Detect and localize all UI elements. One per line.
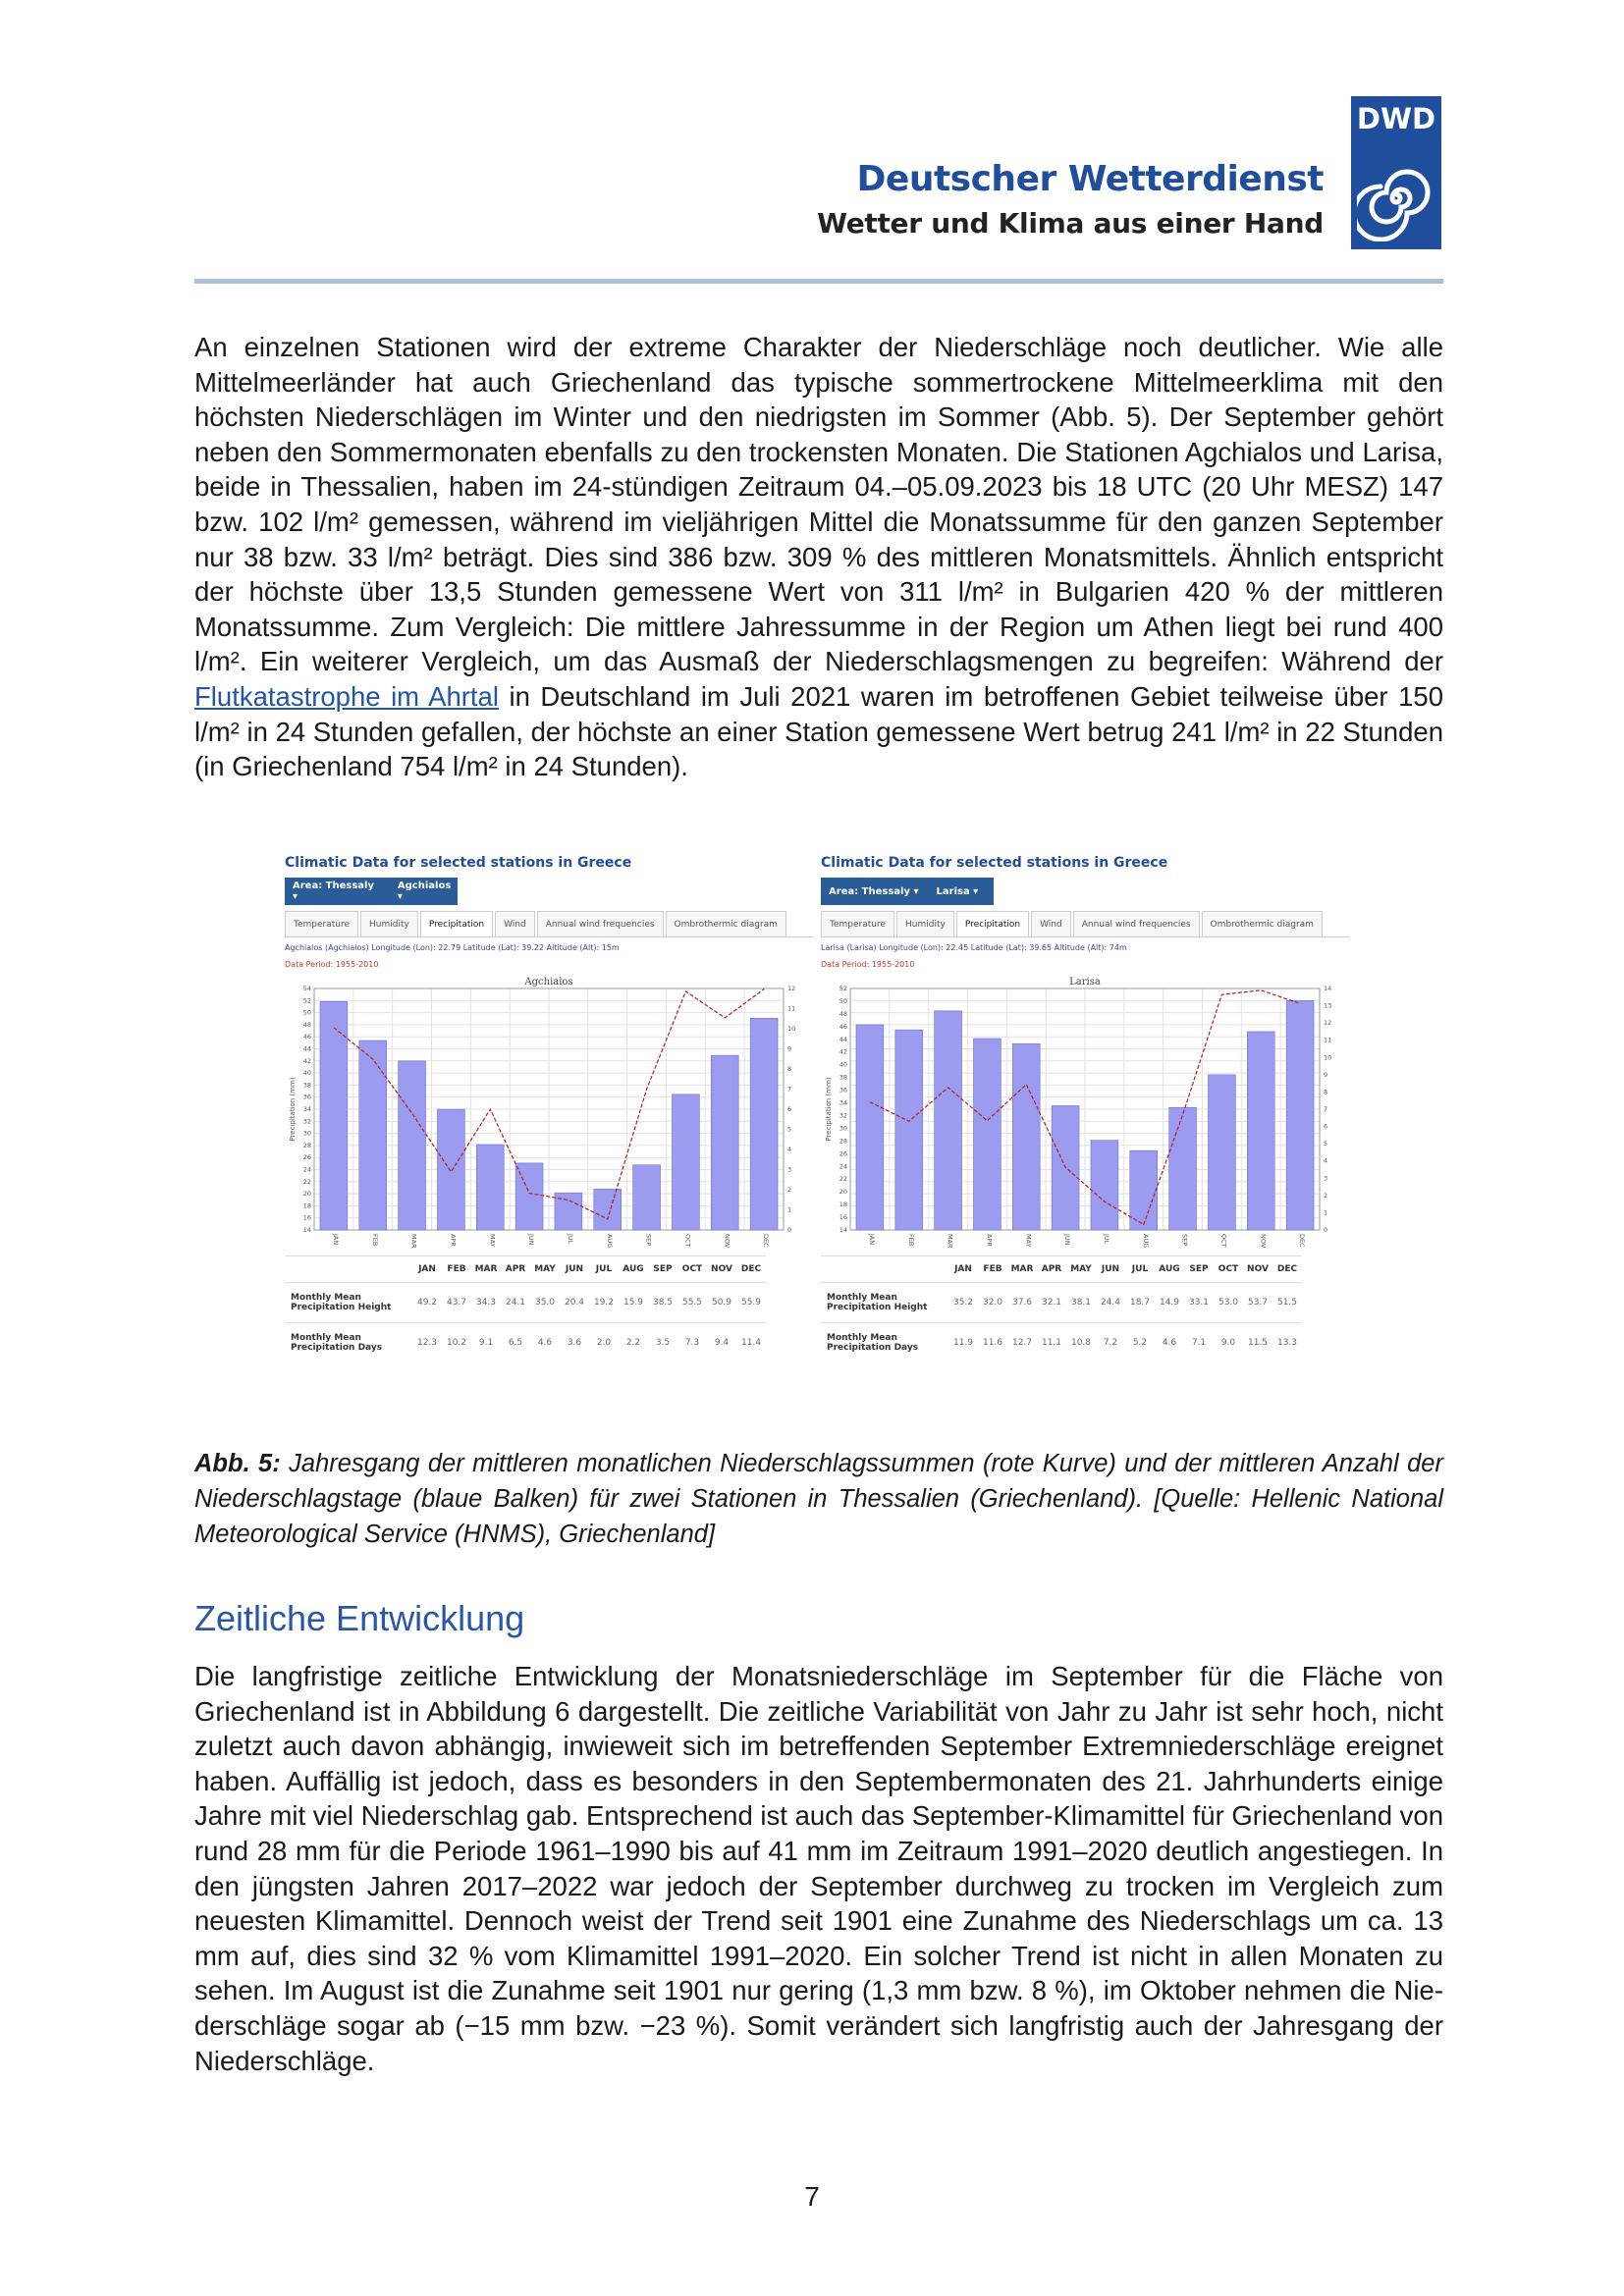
figure-title: Climatic Data for selected stations in Greece [285, 855, 632, 871]
y2-tick-label: 5 [787, 1125, 792, 1134]
table-cell: 3.5 [648, 1323, 677, 1363]
y-tick-label: 32 [302, 1117, 311, 1126]
tab-precipitation[interactable]: Precipitation [956, 911, 1029, 936]
chart-area [821, 973, 1349, 1255]
table-cell: 13.3 [1272, 1323, 1302, 1363]
table-cell: 9.4 [707, 1323, 736, 1363]
y-tick-label: 52 [302, 996, 311, 1005]
y2-tick-label: 10 [1324, 1053, 1332, 1062]
y-tick-label: 36 [302, 1093, 311, 1101]
month-header: MAY [1066, 1256, 1096, 1283]
y2-tick-label: 3 [787, 1165, 792, 1174]
y2-tick-label: 14 [1324, 985, 1332, 992]
y-tick-label: 28 [302, 1141, 311, 1149]
precipitation-chart [285, 973, 813, 1255]
table-cell: 5.2 [1125, 1323, 1155, 1363]
y2-tick-label: 9 [1324, 1070, 1328, 1079]
y-tick-label: 16 [839, 1213, 847, 1222]
month-header: JUL [1125, 1256, 1155, 1283]
station-select[interactable]: Larisa ▾ [936, 885, 979, 897]
table-row [821, 1283, 1302, 1323]
y-tick-label: 14 [302, 1226, 311, 1234]
table-cell: 50.9 [707, 1283, 736, 1323]
y-tick-label: 42 [302, 1056, 311, 1065]
x-tick-label: JUL [1102, 1234, 1110, 1245]
y-tick-label: 26 [302, 1153, 311, 1162]
y-tick-label: 54 [302, 985, 311, 992]
x-tick-label: FEB [906, 1234, 915, 1247]
month-header: NOV [707, 1256, 736, 1283]
x-tick-label: OCT [683, 1234, 692, 1248]
logo-text: DWD [1356, 102, 1436, 135]
x-tick-label: OCT [1219, 1234, 1228, 1248]
y-tick-label: 34 [302, 1105, 311, 1113]
precip-days-bar [437, 1109, 464, 1230]
precip-days-bar [1091, 1141, 1118, 1230]
y2-tick-label: 1 [1324, 1208, 1328, 1217]
month-header: DEC [1272, 1256, 1302, 1283]
table-cell: 11.1 [1037, 1323, 1066, 1363]
y-tick-label: 38 [302, 1081, 311, 1090]
table-cell: 38.1 [1066, 1283, 1096, 1323]
y-tick-label: 48 [839, 1009, 847, 1018]
dwd-logo [1351, 96, 1441, 249]
tab-wind[interactable]: Wind [495, 911, 535, 936]
brand-name: Deutscher Wetterdienst [856, 159, 1324, 199]
table-cell: 32.1 [1037, 1283, 1066, 1323]
station-select[interactable]: Agchialos ▾ [397, 881, 452, 902]
table-cell: 7.3 [677, 1323, 707, 1363]
table-cell: 53.0 [1214, 1283, 1243, 1323]
y-tick-label: 46 [302, 1033, 311, 1041]
x-tick-label: DEC [762, 1234, 771, 1248]
y-tick-label: 24 [839, 1162, 847, 1171]
y2-tick-label: 8 [1324, 1088, 1328, 1096]
chart-title: Agchialos [524, 977, 573, 988]
y2-tick-label: 5 [1324, 1140, 1328, 1148]
y-tick-label: 28 [839, 1137, 847, 1146]
month-header: AUG [619, 1256, 648, 1283]
y-tick-label: 30 [302, 1129, 311, 1138]
month-header: SEP [1184, 1256, 1214, 1283]
y2-tick-label: 13 [1324, 1001, 1332, 1010]
month-header: SEP [648, 1256, 677, 1283]
page-header [194, 96, 1441, 283]
table-cell: 7.2 [1096, 1323, 1125, 1363]
chart-title: Larisa [1069, 977, 1101, 988]
table-cell: 9.1 [471, 1323, 501, 1363]
y2-tick-label: 12 [787, 985, 796, 992]
ahrtal-link[interactable]: Flutkatastrophe im Ahrtal [194, 680, 499, 712]
month-header: JAN [412, 1256, 442, 1283]
table-corner [821, 1256, 948, 1283]
y-tick-label: 22 [302, 1177, 311, 1186]
station-meta: Larisa (Larisa) Longitude (Lon): 22.45 Latitude (Lat): 39.65 Altitude (Alt): 74m [821, 943, 1127, 952]
y-tick-label: 50 [839, 996, 847, 1005]
precip-days-bar [1247, 1032, 1274, 1230]
section-heading: Zeitliche Entwicklung [194, 1598, 525, 1638]
table-cell: 2.2 [619, 1323, 648, 1363]
y-tick-label: 52 [839, 985, 847, 992]
y-tick-label: 18 [302, 1201, 311, 1210]
table-cell: 35.0 [530, 1283, 560, 1323]
chart-area [285, 973, 813, 1255]
precip-days-bar [1169, 1107, 1197, 1230]
y-tick-label: 32 [839, 1111, 847, 1120]
table-cell: 10.2 [442, 1323, 471, 1363]
paragraph-text: An einzelnen Stationen wird der extreme Charakter der Niederschläge noch deutlicher. Wie alle Mittelmeerländer hat auch Griechenland das typische sommertrockene Mittelmeerklima mit den höchsten Niederschlägen im Winter und den niedrigsten im Sommer (Abb. 5). Der September gehört neben den Sommermonaten ebenfalls zu den trockensten Monaten. Die Stationen Agchialos und Larisa, beide in Thessalien, haben im 24-stündigen Zeitraum 04.–05.09.2023 bis 18 UTC (20 Uhr MESZ) 147 bzw. 102 l/m² gemessen, während im vieljährigen Mittel die Monatssumme für den ganzen September nur 38 bzw. 33 l/m² beträgt. Dies sind 386 bzw. 309 % des mittleren Monatsmittels. Ähnlich entspricht der höchste über 13,5 Stunden gemessene Wert von 311 l/m² in Bulgarien 420 % der mittleren Monatssumme. Zum Vergleich: Die mittlere Jahressumme in der Region um Athen liegt bei rund 400 l/m². Ein weiterer Vergleich, um das Ausmaß der Niederschlagsmengen zu begreifen: Während der [194, 332, 1443, 677]
brand-block [817, 159, 1324, 240]
y-tick-label: 40 [302, 1069, 311, 1078]
y-tick-label: 48 [302, 1020, 311, 1029]
x-tick-label: MAR [946, 1234, 954, 1249]
y-axis-label: Precipitation (mm) [289, 1077, 297, 1142]
tab-temperature[interactable]: Temperature [821, 911, 894, 936]
table-cell: 55.9 [736, 1283, 766, 1323]
x-tick-label: DEC [1298, 1234, 1307, 1248]
month-header: MAR [1007, 1256, 1037, 1283]
data-period: Data Period: 1955-2010 [821, 960, 915, 969]
y2-tick-label: 7 [787, 1085, 792, 1094]
table-cell: 34.3 [471, 1283, 501, 1323]
station-meta: Agchialos (Agchialos) Longitude (Lon): 22.79 Latitude (Lat): 39.22 Altitude (Alt): 15m [285, 943, 620, 952]
area-select[interactable]: Area: Thessaly ▾ [829, 885, 919, 897]
tab-wind[interactable]: Wind [1031, 911, 1071, 936]
y-tick-label: 14 [839, 1226, 847, 1234]
tab-temperature[interactable]: Temperature [285, 911, 358, 936]
table-cell: 43.7 [442, 1283, 471, 1323]
month-header: FEB [442, 1256, 471, 1283]
tab-ombrothermic[interactable]: Ombrothermic diagram [1202, 911, 1323, 936]
y2-tick-label: 7 [1324, 1105, 1328, 1113]
brand-tagline: Wetter und Klima aus einer Hand [817, 207, 1324, 240]
tab-wind-frequencies[interactable]: Annual wind frequencies [1073, 911, 1200, 936]
table-cell: 18.7 [1125, 1283, 1155, 1323]
tab-precipitation[interactable]: Precipitation [420, 911, 493, 936]
precip-days-bar [1286, 1000, 1314, 1230]
x-tick-label: JAN [331, 1234, 340, 1246]
x-tick-label: SEP [1180, 1234, 1189, 1247]
x-tick-label: JUL [566, 1234, 574, 1245]
precip-days-bar [973, 1039, 1001, 1230]
table-cell: 20.4 [560, 1283, 589, 1323]
y2-tick-label: 8 [787, 1065, 792, 1073]
y-tick-label: 22 [839, 1175, 847, 1184]
precip-days-bar [750, 1018, 778, 1230]
y-tick-label: 34 [839, 1098, 847, 1107]
table-row [285, 1283, 766, 1323]
header-rule [194, 279, 1443, 284]
y-tick-label: 42 [839, 1047, 847, 1056]
y-tick-label: 40 [839, 1060, 847, 1069]
precip-days-bar [594, 1189, 622, 1230]
page-number: 7 [804, 2181, 820, 2212]
row-label: Monthly Mean Precipitation Height [285, 1283, 412, 1323]
table-row [285, 1323, 766, 1363]
table-cell: 14.9 [1155, 1283, 1184, 1323]
y-tick-label: 38 [839, 1073, 847, 1082]
row-label: Monthly Mean Precipitation Height [821, 1283, 948, 1323]
y-tick-label: 50 [302, 1008, 311, 1017]
month-header: FEB [978, 1256, 1007, 1283]
table-cell: 9.0 [1214, 1323, 1243, 1363]
month-header: JUL [589, 1256, 619, 1283]
y-tick-label: 20 [839, 1188, 847, 1197]
y2-tick-label: 1 [787, 1205, 792, 1214]
table-cell: 11.6 [978, 1323, 1007, 1363]
precipitation-chart [821, 973, 1349, 1255]
x-tick-label: APR [985, 1234, 994, 1247]
table-cell: 35.2 [948, 1283, 978, 1323]
y2-tick-label: 2 [787, 1186, 792, 1194]
table-cell: 51.5 [1272, 1283, 1302, 1323]
table-cell: 24.4 [1096, 1283, 1125, 1323]
table-cell: 7.1 [1184, 1323, 1214, 1363]
y2-tick-label: 6 [1324, 1122, 1328, 1131]
y-tick-label: 18 [839, 1201, 847, 1209]
y-tick-label: 44 [302, 1044, 311, 1053]
selector-bar [821, 878, 994, 905]
month-header: JUN [1096, 1256, 1125, 1283]
climate-table [285, 1255, 766, 1362]
figure-title: Climatic Data for selected stations in Greece [821, 855, 1168, 871]
table-cell: 11.5 [1243, 1323, 1272, 1363]
tab-ombrothermic[interactable]: Ombrothermic diagram [666, 911, 786, 936]
precip-days-bar [672, 1095, 699, 1230]
intro-paragraph [194, 330, 1443, 784]
table-corner [285, 1256, 412, 1283]
precip-days-bar [1208, 1075, 1235, 1230]
precip-days-bar [856, 1025, 884, 1230]
x-tick-label: AUG [1141, 1234, 1150, 1249]
table-cell: 11.4 [736, 1323, 766, 1363]
precip-days-bar [1130, 1150, 1158, 1230]
table-cell: 24.1 [501, 1283, 530, 1323]
x-tick-label: MAY [488, 1234, 497, 1248]
table-cell: 38.5 [648, 1283, 677, 1323]
development-paragraph [194, 1659, 1443, 2078]
month-header: MAY [530, 1256, 560, 1283]
x-tick-label: SEP [644, 1234, 653, 1247]
precip-days-bar [895, 1030, 923, 1230]
y2-tick-label: 6 [787, 1105, 792, 1113]
y2-tick-label: 11 [1324, 1036, 1332, 1044]
caption-text: Jahresgang der mittleren monatlichen Niederschlagssummen (rote Kurve) und der mittleren Anzahl der Niederschlagstage (blaue Balken) für zwei Stationen in Thessalien (Griechenland). [Quelle: Hellenic National Meteorological Service (HNMS), Griechenland] [194, 1450, 1443, 1548]
x-tick-label: APR [449, 1234, 458, 1247]
y-tick-label: 24 [302, 1165, 311, 1174]
tab-bar [285, 911, 813, 937]
month-header: JUN [560, 1256, 589, 1283]
precip-days-bar [935, 1011, 962, 1230]
table-cell: 15.9 [619, 1283, 648, 1323]
month-header: NOV [1243, 1256, 1272, 1283]
spiral-icon [1357, 153, 1435, 241]
month-header: APR [1037, 1256, 1066, 1283]
x-tick-label: NOV [1259, 1234, 1268, 1249]
y-tick-label: 16 [302, 1213, 311, 1222]
x-tick-label: AUG [605, 1234, 614, 1249]
tab-wind-frequencies[interactable]: Annual wind frequencies [537, 911, 664, 936]
x-tick-label: JAN [867, 1234, 876, 1246]
y2-tick-label: 11 [787, 1004, 796, 1013]
x-tick-label: MAY [1024, 1234, 1033, 1248]
y-tick-label: 20 [302, 1190, 311, 1199]
area-select[interactable]: Area: Thessaly ▾ [293, 881, 375, 902]
y-axis-label: Precipitation (mm) [825, 1077, 833, 1142]
month-header: DEC [736, 1256, 766, 1283]
precip-days-bar [359, 1041, 387, 1230]
x-tick-label: JUN [1063, 1234, 1072, 1246]
precip-days-bar [711, 1055, 738, 1230]
climate-table [821, 1255, 1302, 1362]
table-cell: 55.5 [677, 1283, 707, 1323]
paragraph-text: in Deutschland im Juli 2021 waren im betroffenen Gebiet teilweise über 150 l/m² in 24 Stunden gefallen, der höchste an einer Station gemessene Wert betrug 241 l/m² in 22 Stunden (in Griechenland 754 l/m² in 24 Stunden). [194, 680, 1444, 782]
table-cell: 37.6 [1007, 1283, 1037, 1323]
caption-label: Abb. 5: [194, 1450, 281, 1477]
y2-tick-label: 12 [1324, 1019, 1332, 1028]
month-header: AUG [1155, 1256, 1184, 1283]
y2-tick-label: 10 [787, 1025, 796, 1033]
y-tick-label: 30 [839, 1124, 847, 1133]
precip-days-bar [1012, 1043, 1040, 1230]
climate-figure-agchialos [285, 852, 813, 1402]
month-header: OCT [677, 1256, 707, 1283]
table-cell: 4.6 [530, 1323, 560, 1363]
y2-tick-label: 0 [1324, 1226, 1328, 1234]
y2-tick-label: 0 [787, 1226, 792, 1234]
y2-tick-label: 9 [787, 1044, 792, 1053]
x-tick-label: NOV [723, 1234, 731, 1249]
y-tick-label: 44 [839, 1035, 847, 1043]
table-cell: 2.0 [589, 1323, 619, 1363]
table-cell: 6.5 [501, 1323, 530, 1363]
precip-days-bar [399, 1061, 426, 1230]
table-cell: 4.6 [1155, 1323, 1184, 1363]
tab-bar [821, 911, 1349, 937]
tab-humidity[interactable]: Humidity [896, 911, 954, 936]
y-tick-label: 46 [839, 1022, 847, 1031]
precip-days-bar [633, 1165, 661, 1230]
x-tick-label: MAR [409, 1234, 418, 1249]
table-cell: 3.6 [560, 1323, 589, 1363]
table-cell: 49.2 [412, 1283, 442, 1323]
table-cell: 11.9 [948, 1323, 978, 1363]
y2-tick-label: 4 [1324, 1156, 1328, 1165]
precip-days-bar [476, 1145, 504, 1230]
row-label: Monthly Mean Precipitation Days [285, 1323, 412, 1363]
table-cell: 53.7 [1243, 1283, 1272, 1323]
y-tick-label: 36 [839, 1086, 847, 1095]
paragraph-text: Die langfristige zeitliche Entwicklung der Monatsniederschläge im September für die Fläche von Griechenland ist in Abbildung 6 dargestellt. Die zeitliche Variabilität von Jahr zu Jahr ist sehr hoch, nicht zuletzt auch davon abhängig, inwieweit sich im betreffenden September Extremniederschläge ereignet haben. Auffällig ist jedoch, dass es besonders in den Septembermonaten des 21. Jahrhunderts einige Jahre mit viel Niederschlag gab. Entsprechend ist auch das September-Klimamittel für Griechenland von rund 28 mm für die Periode 1961–1990 bis auf 41 mm im Zeitraum 1991–2020 deutlich angestiegen. In den jüngsten Jahren 2017–2022 war jedoch der September durchweg zu trocken im Vergleich zum neuesten Klimamittel. Dennoch weist der Trend seit 1901 eine Zunahme des Niederschlags um ca. 13 mm auf, dies sind 32 % vom Klimamittel 1991–2020. Ein solcher Trend ist nicht in allen Monaten zu sehen. Im August ist die Zunahme seit 1901 nur gering (1,3 mm bzw. 8 %), im Oktober nehmen die Niederschläge sogar ab (−15 mm bzw. −23 %). Somit verändert sich langfristig auch der Jahresgang der Niederschläge. [194, 1661, 1443, 2076]
month-header: OCT [1214, 1256, 1243, 1283]
table-cell: 12.3 [412, 1323, 442, 1363]
month-header: APR [501, 1256, 530, 1283]
selector-bar [285, 878, 458, 905]
month-header: JAN [948, 1256, 978, 1283]
row-label: Monthly Mean Precipitation Days [821, 1323, 948, 1363]
table-cell: 33.1 [1184, 1283, 1214, 1323]
table-cell: 19.2 [589, 1283, 619, 1323]
climate-figure-larisa [821, 852, 1349, 1402]
data-period: Data Period: 1955-2010 [285, 960, 379, 969]
tab-humidity[interactable]: Humidity [360, 911, 418, 936]
y2-tick-label: 2 [1324, 1191, 1328, 1200]
y2-tick-label: 4 [787, 1146, 792, 1153]
month-header: MAR [471, 1256, 501, 1283]
figure-caption [194, 1446, 1443, 1552]
table-cell: 10.8 [1066, 1323, 1096, 1363]
table-row [821, 1323, 1302, 1363]
y2-tick-label: 3 [1324, 1174, 1328, 1183]
table-cell: 12.7 [1007, 1323, 1037, 1363]
x-tick-label: FEB [370, 1234, 379, 1247]
x-tick-label: JUN [527, 1234, 536, 1246]
table-cell: 32.0 [978, 1283, 1007, 1323]
y-tick-label: 26 [839, 1149, 847, 1158]
